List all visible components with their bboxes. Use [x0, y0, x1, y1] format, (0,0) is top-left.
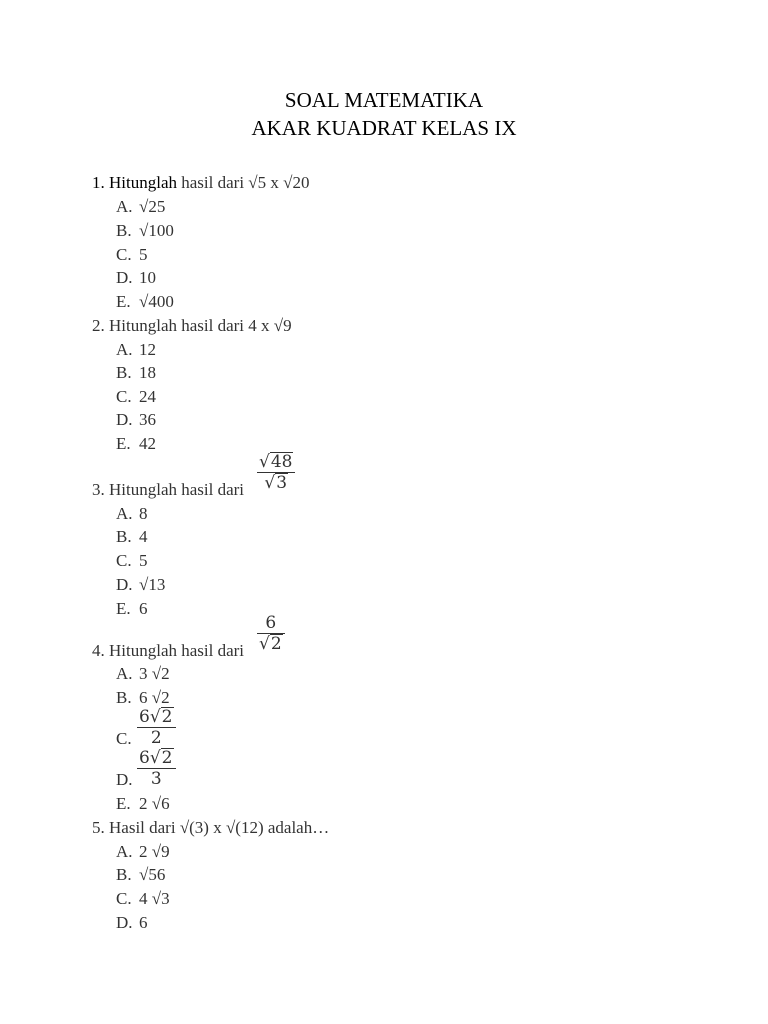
page-subtitle: AKAR KUADRAT KELAS IX — [251, 116, 517, 140]
q4-option-c-label: C. — [116, 729, 132, 748]
q3-fraction-numerator: 48 — [270, 452, 293, 472]
q4-fraction-denominator: 2 — [270, 634, 282, 654]
question-1 — [92, 173, 309, 193]
q3-option-e: E. 6 — [116, 599, 148, 618]
question-3: 3. Hitunglah hasil dari — [92, 480, 245, 499]
q2-option-d: D. 36 — [116, 410, 156, 429]
question-5: 5. Hasil dari √(3) x √(12) adalah… — [92, 818, 330, 837]
q4-option-c-fraction: 6√2 2 — [137, 707, 176, 748]
q1-option-e: E. √400 — [116, 292, 174, 311]
question-4: 4. Hitunglah hasil dari — [92, 641, 245, 660]
question-keyword: Hitunglah — [109, 173, 177, 192]
q2-option-c: C. 24 — [116, 387, 156, 406]
q5-option-c: C. 4 √3 — [116, 889, 170, 908]
q3-option-a: A. 8 — [116, 504, 148, 523]
q2-option-e: E. 42 — [116, 434, 156, 453]
q3-fraction: √48 √3 — [257, 452, 295, 493]
q5-option-a: A. 2 √9 — [116, 842, 170, 861]
q4-fraction-numerator: 6 — [265, 613, 277, 633]
question-2: 2. Hitunglah hasil dari 4 x √9 — [92, 316, 292, 335]
q1-option-c: C. 5 — [116, 245, 148, 264]
q4-option-d-fraction: 6√2 3 — [137, 748, 176, 789]
q4-option-d-label: D. — [116, 770, 133, 789]
q1-option-d: D. 10 — [116, 268, 156, 287]
q1-option-b: B. √100 — [116, 221, 174, 240]
question-text: hasil dari √5 x √20 — [181, 173, 310, 192]
q5-option-b: B. √56 — [116, 865, 166, 884]
q3-option-d: D. √13 — [116, 575, 166, 594]
q3-option-b: B. 4 — [116, 527, 148, 546]
q3-fraction-denominator: 3 — [276, 473, 288, 493]
page-title: SOAL MATEMATIKA — [284, 88, 484, 112]
q1-option-a: A. √25 — [116, 197, 166, 216]
q4-option-a: A. 3 √2 — [116, 664, 170, 683]
q4-option-e: E. 2 √6 — [116, 794, 170, 813]
question-number: 1. — [92, 173, 105, 192]
q2-option-b: B. 18 — [116, 363, 156, 382]
q5-option-d: D. 6 — [116, 913, 148, 932]
q4-fraction: 6 √2 — [257, 613, 285, 654]
q4-option-b: B. 6 √2 — [116, 688, 170, 707]
q2-option-a: A. 12 — [116, 340, 156, 359]
q3-option-c: C. 5 — [116, 551, 148, 570]
